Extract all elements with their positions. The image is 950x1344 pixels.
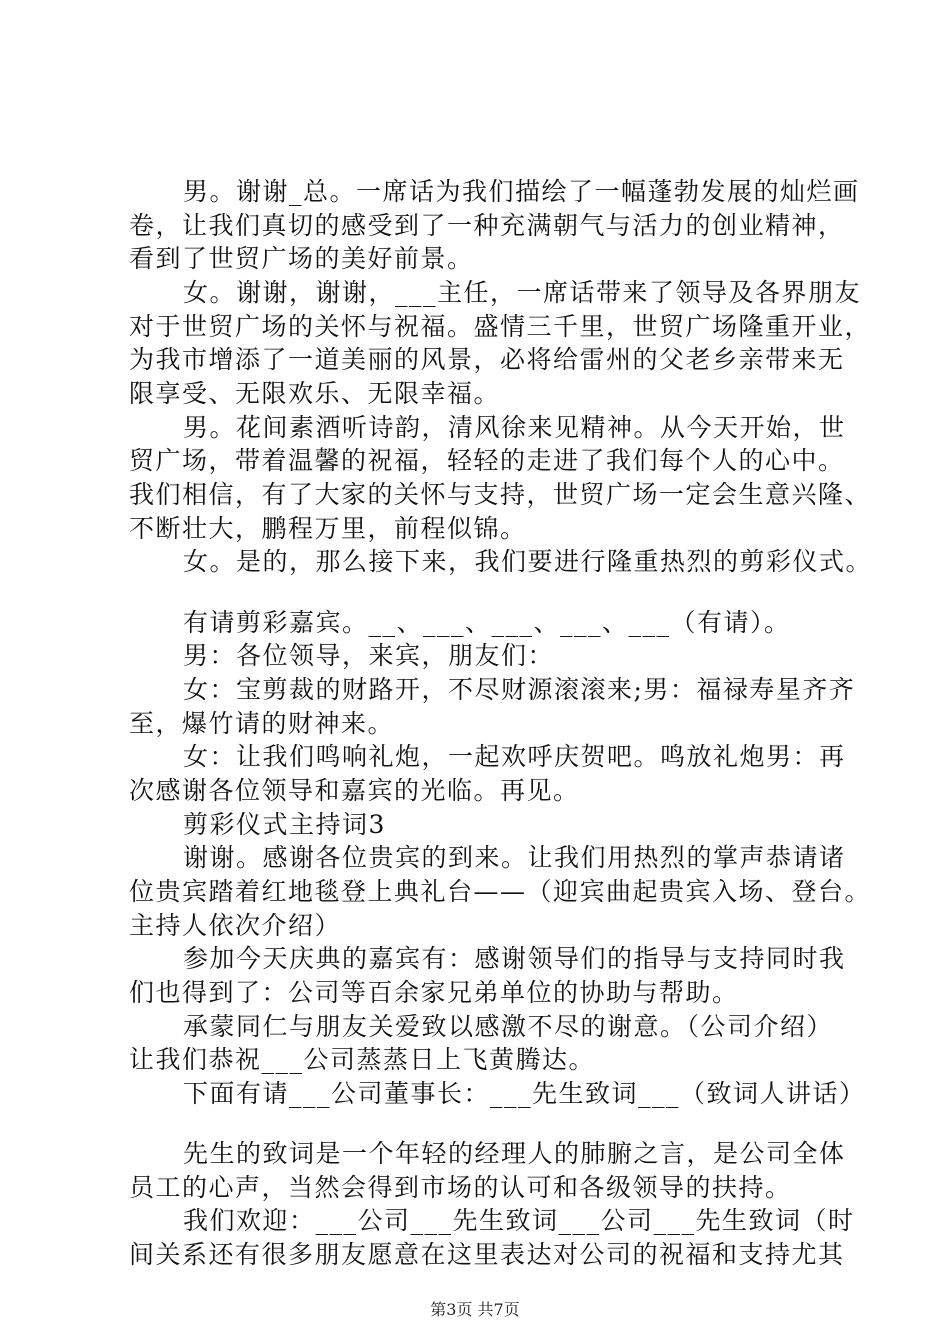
text-line: 下面有请___公司董事长：___先生致词___（致词人讲话） — [183, 1079, 866, 1108]
text-line: 位贵宾踏着红地毯登上典礼台——（迎宾曲起贵宾入场、登台。 — [129, 877, 872, 906]
text-line: 卷，让我们真切的感受到了一种充满朝气与活力的创业精神， — [129, 211, 845, 240]
text-line: 女。是的，那么接下来，我们要进行隆重热烈的剪彩仪式。 — [183, 547, 873, 576]
text-line: 参加今天庆典的嘉宾有：感谢领导们的指导与支持同时我 — [183, 944, 846, 973]
text-line: 女。谢谢，谢谢，___主任，一席话带来了领导及各界朋友 — [183, 278, 862, 307]
text-line: 先生的致词是一个年轻的经理人的肺腑之言，是公司全体 — [183, 1139, 846, 1168]
text-line: 为我市增添了一道美丽的风景，必将给雷州的父老乡亲带来无 — [129, 345, 845, 374]
text-line: 员工的心声，当然会得到市场的认可和各级领导的扶持。 — [129, 1173, 792, 1202]
text-line: 让我们恭祝___公司蒸蒸日上飞黄腾达。 — [129, 1045, 596, 1074]
text-line: 间关系还有很多朋友愿意在这里表达对公司的祝福和支持尤其 — [129, 1240, 845, 1269]
text-line: 次感谢各位领导和嘉宾的光临。再见。 — [129, 776, 580, 805]
text-line: 男。花间素酒听诗韵，清风徐来见精神。从今天开始，世 — [183, 413, 846, 442]
text-line: 承蒙同仁与朋友关爱致以感激不尽的谢意。（公司介绍） — [183, 1012, 834, 1041]
page-number-footer: 第3页 共7页 — [430, 1300, 520, 1319]
text-line: 们也得到了：公司等百余家兄弟单位的协助与帮助。 — [129, 978, 739, 1007]
text-line: 男：各位领导，来宾，朋友们： — [183, 641, 555, 670]
text-line: 男。谢谢_总。一席话为我们描绘了一幅蓬勃发展的灿烂画 — [183, 177, 860, 206]
text-line: 看到了世贸广场的美好前景。 — [129, 244, 474, 273]
text-line: 贸广场，带着温馨的祝福，轻轻的走进了我们每个人的心中。 — [129, 446, 845, 475]
section-heading: 剪彩仪式主持词3 — [183, 810, 386, 839]
text-line: 对于世贸广场的关怀与祝福。盛情三千里，世贸广场隆重开业， — [129, 312, 872, 341]
text-line: 我们欢迎：___公司___先生致词___公司___先生致词（时 — [183, 1206, 855, 1235]
text-line: 女：让我们鸣响礼炮，一起欢呼庆贺吧。鸣放礼炮男：再 — [183, 742, 846, 771]
text-line: 不断壮大，鹏程万里，前程似锦。 — [129, 514, 527, 543]
text-line: 女：宝剪裁的财路开，不尽财源滚滚来;男：福禄寿星齐齐 — [183, 675, 856, 704]
text-line: 至，爆竹请的财神来。 — [129, 709, 395, 738]
text-line: 主持人依次介绍） — [129, 911, 342, 940]
text-line: 谢谢。感谢各位贵宾的到来。让我们用热烈的掌声恭请诸 — [183, 843, 846, 872]
text-line: 我们相信，有了大家的关怀与支持，世贸广场一定会生意兴隆、 — [129, 480, 872, 509]
text-line: 限享受、无限欢乐、无限幸福。 — [129, 379, 501, 408]
text-line: 有请剪彩嘉宾。__、___、___、___、___（有请）。 — [183, 608, 791, 637]
